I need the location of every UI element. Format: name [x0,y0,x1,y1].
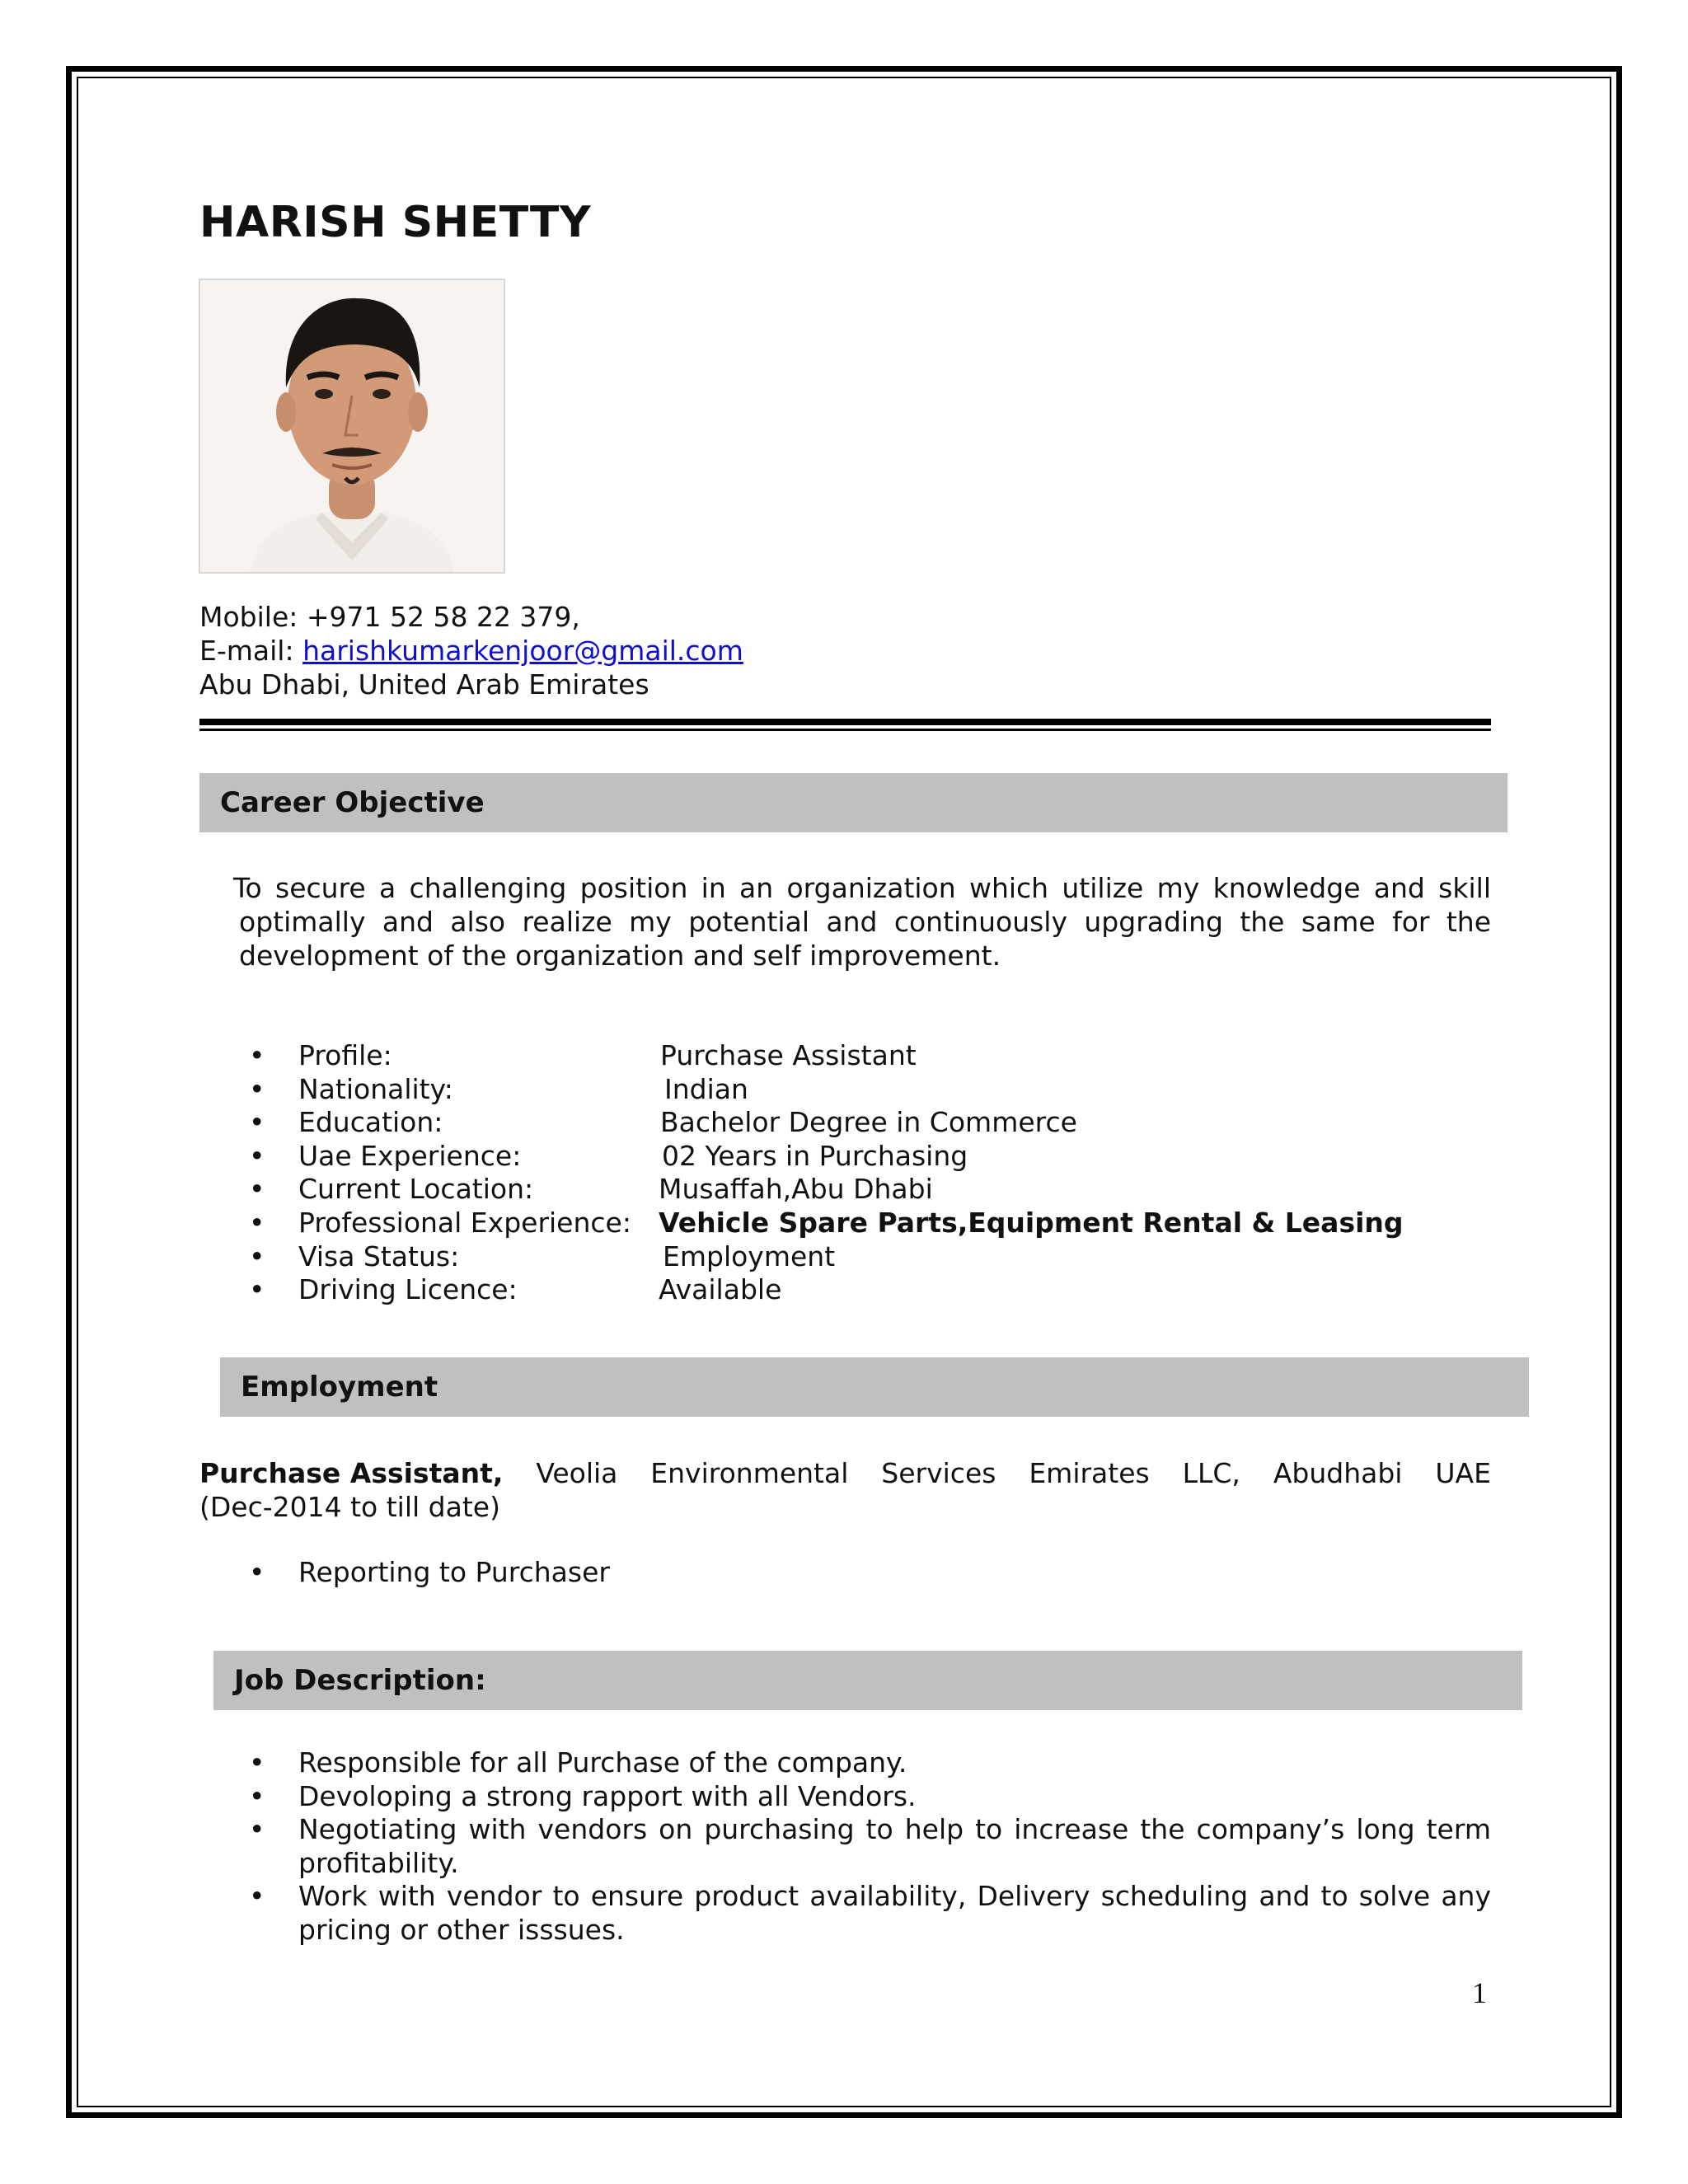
bullet-icon: • [249,1139,265,1172]
info-label: Education: [298,1106,443,1139]
bullet-icon: • [249,1106,265,1139]
list-item [199,1207,1404,1240]
info-value: Musaffah,Abu Dhabi [659,1173,933,1206]
info-label: Current Location: [298,1173,534,1206]
info-label: Visa Status: [298,1240,460,1272]
duty-text: Responsible for all Purchase of the company. [298,1746,907,1779]
section-header-career-objective: Career Objective [199,773,1507,832]
bullet-icon: • [249,1813,265,1846]
bullet-icon: • [249,1240,265,1272]
list-item [199,1780,1491,1814]
duty-text: Work with vendor to ensure product availability, Delivery scheduling and to solve any pricing or other isssues. [298,1880,1491,1946]
section-header-job-description: Job Description: [213,1651,1522,1710]
objective-line: development of the organization and self improvement. [239,940,1001,972]
info-value: Bachelor Degree in Commerce [660,1106,1077,1139]
bullet-icon: • [249,1746,265,1779]
email-link[interactable]: harishkumarkenjoor@gmail.com [302,635,743,667]
list-item [199,1073,1404,1107]
contact-block [199,600,743,701]
list-item [199,1106,1404,1140]
employer-word: LLC, [1182,1457,1240,1489]
bullet-icon: • [249,1880,265,1913]
employer-word: UAE [1435,1457,1491,1489]
info-value: Purchase Assistant [660,1039,917,1071]
info-label: Driving Licence: [298,1273,518,1306]
bullet-icon: • [249,1173,265,1206]
list-item [199,1140,1404,1174]
email-label: E-mail: [199,635,303,667]
employment-position-line [199,1456,1491,1490]
employer-word: Emirates [1029,1457,1150,1489]
objective-line: To secure a challenging position in an organization which utilize my knowledge and skill [233,872,1491,904]
duty-text: Devoloping a strong rapport with all Vendors. [298,1779,917,1812]
list-item [199,1173,1404,1207]
employer-word: Veolia [536,1457,618,1489]
section-header-employment: Employment [220,1357,1529,1417]
header-divider-thin [199,729,1491,731]
employer-word: Services [881,1457,996,1489]
reporting-text: Reporting to Purchaser [298,1556,610,1588]
profile-photo [199,279,505,574]
bullet-icon: • [249,1556,265,1588]
list-item [199,1039,1404,1073]
list-item [199,1240,1404,1274]
employer-word: Environmental [650,1457,849,1489]
info-value: Available [659,1273,782,1306]
list-item [199,1813,1491,1880]
list-item [199,1273,1404,1307]
employer-word: Abudhabi [1273,1457,1403,1489]
employment-dates: (Dec-2014 to till date) [199,1491,500,1523]
bullet-icon: • [249,1206,265,1239]
list-item [199,1556,610,1590]
list-item [199,1880,1491,1947]
info-label: Uae Experience: [298,1139,522,1172]
info-value: 02 Years in Purchasing [662,1139,968,1172]
employment-entry [199,1456,1491,1524]
objective-line: optimally and also realize my potential and continuously upgrading the same for the [239,906,1491,938]
info-label: Nationality: [298,1072,453,1105]
info-label: Professional Experience: [298,1206,631,1239]
position-title: Purchase Assistant, [199,1457,504,1489]
info-value: Indian [664,1072,748,1105]
bullet-icon: • [249,1072,265,1105]
info-label: Profile: [298,1039,392,1071]
portrait-image [200,280,504,572]
career-objective-text [233,871,1491,972]
mobile-number: +971 52 58 22 379, [306,601,580,633]
info-value: Employment [663,1240,836,1272]
email-line [199,634,743,668]
duty-text: Negotiating with vendors on purchasing to help to increase the company’s long term profitability. [298,1813,1491,1879]
bullet-icon: • [249,1273,265,1306]
mobile-line [199,600,743,634]
personal-info-list [199,1039,1404,1307]
info-value: Vehicle Spare Parts,Equipment Rental & Leasing [659,1206,1404,1239]
bullet-icon: • [249,1039,265,1071]
candidate-name: HARISH SHETTY [199,198,592,247]
job-description-list [199,1746,1491,1947]
location-line: Abu Dhabi, United Arab Emirates [199,668,649,701]
bullet-icon: • [249,1779,265,1812]
reporting-list [199,1556,610,1590]
mobile-label: Mobile: [199,601,307,633]
header-divider-thick [199,719,1491,725]
page-number: 1 [1472,1976,1487,2009]
list-item [199,1746,1491,1780]
